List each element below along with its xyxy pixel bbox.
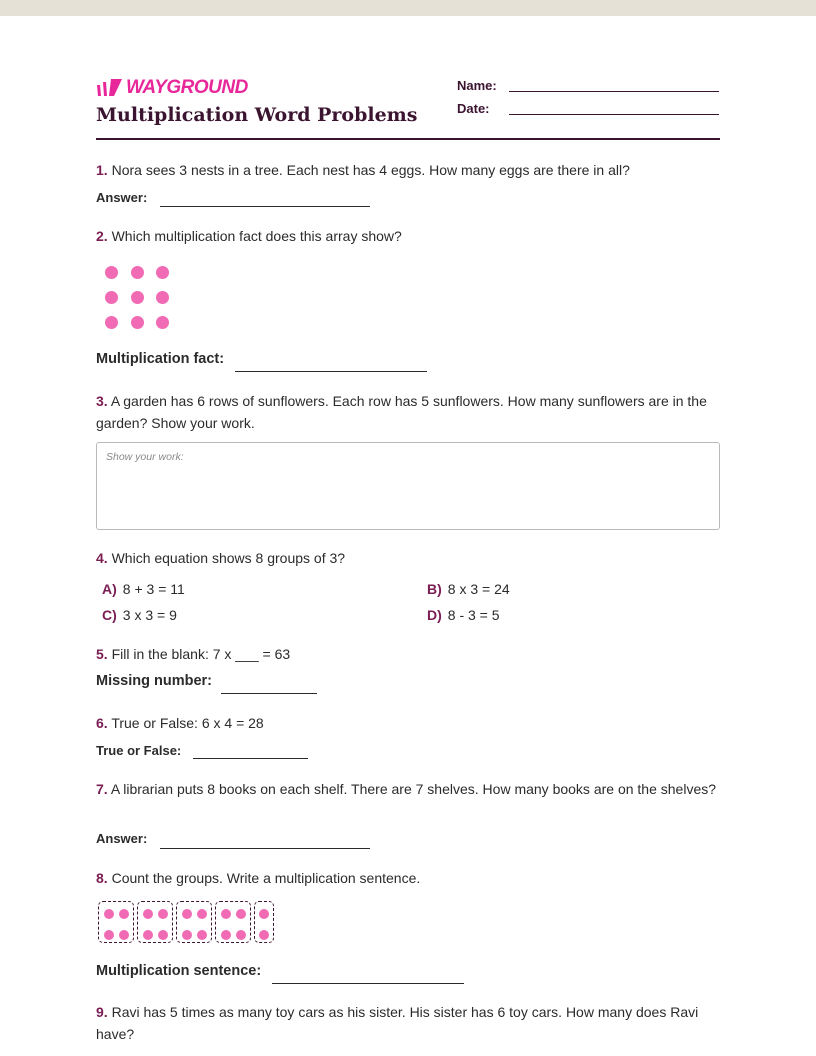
question-text: Which multiplication fact does this array show? — [111, 228, 402, 244]
question-text: True or False: 6 x 4 = 28 — [111, 715, 264, 731]
question-text: A garden has 6 rows of sunflowers. Each row has 5 sunflowers. How many sunflowers are in the garden? Show your work. — [96, 393, 707, 431]
question-number: 6. — [96, 715, 108, 731]
question-text: A librarian puts 8 books on each shelf. There are 7 shelves. How many books are on the shelves? — [110, 781, 717, 797]
question-4 — [96, 547, 720, 569]
group-dot — [259, 930, 269, 940]
wayground-logo-icon — [96, 79, 122, 97]
answer-field[interactable] — [160, 206, 370, 207]
question-text: Nora sees 3 nests in a tree. Each nest has 4 eggs. How many eggs are there in all? — [111, 162, 630, 178]
group-dot — [104, 909, 114, 919]
answer-field[interactable] — [193, 758, 308, 759]
date-label: Date: — [457, 101, 490, 116]
answer-field[interactable] — [160, 848, 370, 849]
name-label: Name: — [457, 78, 497, 93]
answer-label: Answer: — [96, 831, 148, 846]
worksheet-title: Multiplication Word Problems — [96, 104, 418, 126]
option-d[interactable] — [427, 607, 500, 623]
group-dot — [158, 909, 168, 919]
question-3 — [96, 390, 720, 434]
option-letter: D) — [427, 607, 442, 623]
group-dot — [221, 909, 231, 919]
array-dot — [131, 291, 144, 304]
question-text: Count the groups. Write a multiplication sentence. — [111, 870, 421, 886]
question-9 — [96, 1001, 720, 1045]
group-dot — [104, 930, 114, 940]
header-divider — [96, 138, 720, 140]
question-number: 5. — [96, 646, 108, 662]
option-text: 3 x 3 = 9 — [122, 607, 177, 623]
question-text: Which equation shows 8 groups of 3? — [111, 550, 346, 566]
group-dot — [221, 930, 231, 940]
answer-field[interactable] — [221, 693, 317, 694]
array-dot — [131, 316, 144, 329]
array-dot — [131, 266, 144, 279]
option-text: 8 - 3 = 5 — [447, 607, 500, 623]
answer-label: Missing number: — [96, 673, 213, 689]
group-dot — [182, 909, 192, 919]
group-dot — [197, 909, 207, 919]
question-2 — [96, 225, 720, 247]
question-number: 2. — [96, 228, 108, 244]
answer-label: Multiplication sentence: — [96, 963, 262, 979]
group-dot — [158, 930, 168, 940]
work-area[interactable] — [96, 442, 720, 530]
brand-logo — [96, 78, 248, 98]
answer-label: Multiplication fact: — [96, 351, 225, 367]
group-dot — [119, 909, 129, 919]
group-dot — [143, 909, 153, 919]
question-8 — [96, 867, 720, 889]
array-dot — [156, 291, 169, 304]
group-dot — [197, 930, 207, 940]
group-dot — [182, 930, 192, 940]
array-dot — [156, 316, 169, 329]
group-dot — [119, 930, 129, 940]
array-dot — [105, 291, 118, 304]
question-number: 9. — [96, 1004, 108, 1020]
array-dot — [105, 316, 118, 329]
question-number: 1. — [96, 162, 108, 178]
question-number: 3. — [96, 393, 108, 409]
question-5 — [96, 643, 720, 665]
question-6 — [96, 712, 720, 734]
brand-name: WAYGROUND — [126, 77, 248, 98]
question-number: 4. — [96, 550, 108, 566]
option-c[interactable] — [102, 607, 177, 623]
question-text: Ravi has 5 times as many toy cars as his sister. His sister has 6 toy cars. How many does Ravi have? — [96, 1004, 699, 1042]
array-dot — [105, 266, 118, 279]
option-letter: B) — [427, 581, 442, 597]
array-dot — [156, 266, 169, 279]
answer-field[interactable] — [235, 371, 427, 372]
option-text: 8 + 3 = 11 — [122, 581, 185, 597]
answer-field[interactable] — [272, 983, 464, 984]
work-placeholder: Show your work: — [106, 451, 184, 463]
group-dot — [143, 930, 153, 940]
option-text: 8 x 3 = 24 — [447, 581, 510, 597]
name-field[interactable] — [509, 91, 719, 92]
question-7 — [96, 778, 720, 800]
group-dot — [236, 909, 246, 919]
option-a[interactable] — [102, 581, 185, 597]
question-number: 8. — [96, 870, 108, 886]
group-dot — [259, 909, 269, 919]
group-dot — [236, 930, 246, 940]
question-1 — [96, 159, 720, 181]
option-b[interactable] — [427, 581, 510, 597]
top-border — [0, 0, 816, 16]
question-text: Fill in the blank: 7 x ___ = 63 — [111, 646, 291, 662]
answer-label: True or False: — [96, 743, 182, 758]
answer-label: Answer: — [96, 190, 148, 205]
option-letter: A) — [102, 581, 117, 597]
question-number: 7. — [96, 781, 108, 797]
date-field[interactable] — [509, 114, 719, 115]
option-letter: C) — [102, 607, 117, 623]
